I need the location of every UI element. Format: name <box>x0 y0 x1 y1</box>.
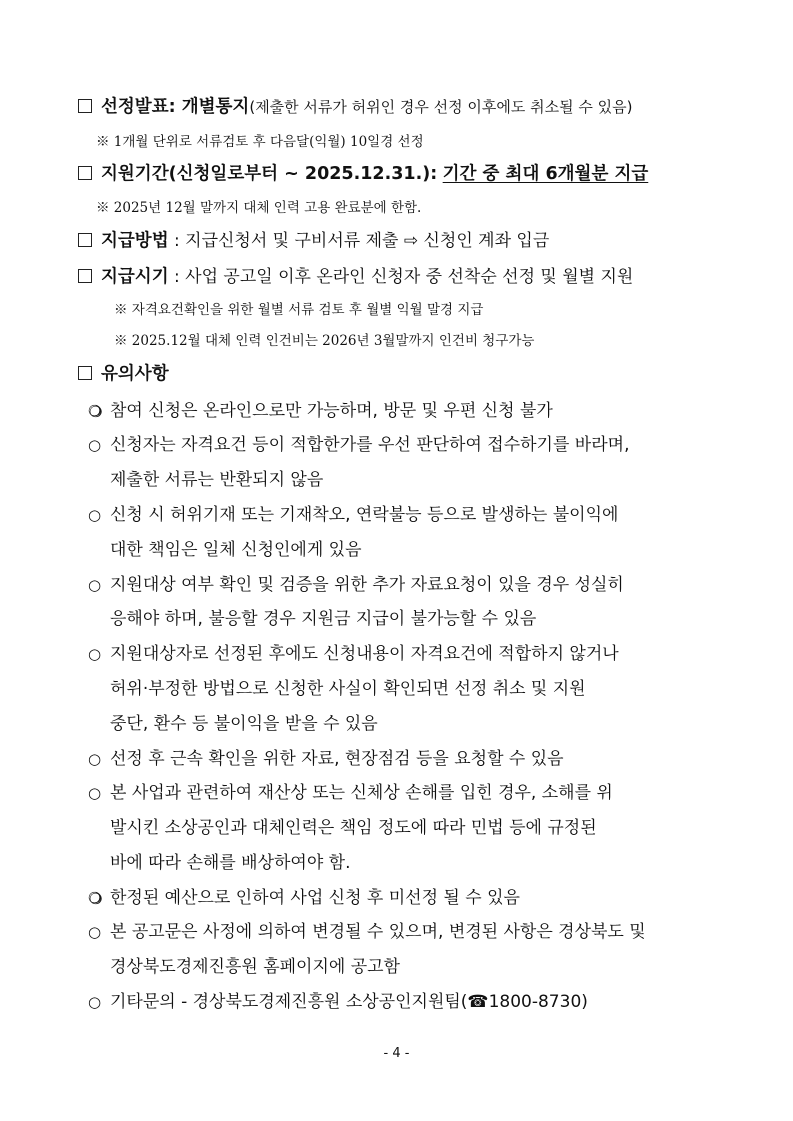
method-label: 지급방법 <box>101 231 169 251</box>
timing-note-1: ※ 자격요건확인을 위한 월별 서류 검토 후 월별 익월 말경 지급 <box>114 302 484 318</box>
caution-text-cont: 바에 따라 손해를 배상하여야 함. <box>110 853 351 873</box>
bullet-icon: ○ <box>88 576 102 594</box>
caution-text-cont: 제출한 서류는 반환되지 않음 <box>110 470 324 490</box>
caution-text: 본 사업과 관련하여 재산상 또는 신체상 손해를 입힌 경우, 소해를 위 <box>110 783 613 803</box>
caution-item <box>88 778 613 803</box>
caution-text-cont: 발시킨 소상공인과 대체인력은 책임 정도에 따라 민법 등에 규정된 <box>110 818 597 838</box>
caution-item <box>88 430 629 455</box>
section-method <box>78 226 549 252</box>
caution-text: 신청 시 허위기재 또는 기재착오, 연락불능 등으로 발생하는 불이익에 <box>110 505 619 525</box>
period-emphasis: 기간 중 최대 6개월분 지급 <box>442 164 649 184</box>
section-cautions <box>78 360 169 385</box>
caution-text-cont: 응해야 하며, 불응할 경우 지원금 지급이 불가능할 수 있음 <box>110 609 537 629</box>
checkbox-icon <box>78 366 92 380</box>
bullet-icon: ○ <box>88 993 102 1011</box>
caution-item <box>88 500 618 525</box>
checkbox-icon <box>78 166 92 180</box>
page-number: - 4 - <box>383 1046 410 1061</box>
caution-item <box>88 639 619 664</box>
caution-text: 본 공고문은 사정에 의하여 변경될 수 있으며, 변경된 사항은 경상북도 및 <box>110 922 646 942</box>
caution-text-cont: 경상북도경제진흥원 홈페이지에 공고함 <box>110 957 400 977</box>
bullet-icon: ○ <box>88 506 102 524</box>
bullet-icon: ○ <box>88 923 102 941</box>
caution-text: 신청자는 자격요건 등이 적합한가를 우선 판단하여 접수하기를 바라며, <box>110 435 630 455</box>
timing-text: : 사업 공고일 이후 온라인 신청자 중 선착순 선정 및 월별 지원 <box>168 267 634 287</box>
checkbox-icon <box>78 99 92 113</box>
caution-text: 지원대상자로 선정된 후에도 신청내용이 자격요건에 적합하지 않거나 <box>110 644 619 664</box>
checkbox-icon <box>78 233 92 247</box>
bullet-icon: ○ <box>88 784 102 802</box>
period-note: ※ 2025년 12월 말까지 대체 인력 고용 완료분에 한함. <box>96 200 422 216</box>
period-label: 지원기간(신청일로부터 ~ 2025.12.31.): <box>101 164 438 184</box>
caution-text: 지원대상 여부 확인 및 검증을 위한 추가 자료요청이 있을 경우 성실히 <box>110 575 624 595</box>
caution-text-cont: 허위·부정한 방법으로 신청한 사실이 확인되면 선정 취소 및 지원 <box>110 679 586 699</box>
checkbox-icon <box>78 269 92 283</box>
caution-item <box>88 883 520 908</box>
timing-label: 지급시기 <box>101 267 169 287</box>
caution-item <box>88 570 624 595</box>
selection-detail: (제출한 서류가 허위인 경우 선정 이후에도 취소될 수 있음) <box>249 98 633 116</box>
bullet-icon: ○ <box>88 750 102 768</box>
caution-text: 참여 신청은 온라인으로만 가능하며, 방문 및 우편 신청 불가 <box>110 401 553 421</box>
section-selection <box>78 93 632 118</box>
bullet-icon: ❍ <box>88 402 102 420</box>
timing-note-2: ※ 2025.12월 대체 인력 인건비는 2026년 3월말까지 인건비 청구가능 <box>114 333 535 349</box>
caution-item <box>88 744 564 769</box>
selection-label: 선정발표: 개별통지 <box>101 97 250 117</box>
caution-item <box>88 987 588 1012</box>
caution-item <box>88 396 553 421</box>
caution-item <box>88 917 646 942</box>
section-timing <box>78 262 633 288</box>
bullet-icon: ○ <box>88 645 102 663</box>
caution-text-cont: 대한 책임은 일체 신청인에게 있음 <box>110 540 362 560</box>
cautions-label: 유의사항 <box>101 364 169 384</box>
caution-text: 한정된 예산으로 인하여 사업 신청 후 미선정 될 수 있음 <box>110 888 520 908</box>
caution-text: 선정 후 근속 확인을 위한 자료, 현장점검 등을 요청할 수 있음 <box>110 749 564 769</box>
bullet-icon: ○ <box>88 436 102 454</box>
section-period <box>78 160 648 185</box>
caution-text-cont: 중단, 환수 등 불이익을 받을 수 있음 <box>110 714 378 734</box>
method-text: : 지급신청서 및 구비서류 제출 ⇨ 신청인 계좌 입금 <box>168 231 550 251</box>
bullet-icon: ❍ <box>88 889 102 907</box>
selection-note: ※ 1개월 단위로 서류검토 후 다음달(익월) 10일경 선정 <box>96 134 424 150</box>
caution-text: 기타문의 - 경상북도경제진흥원 소상공인지원팀(☎1800-8730) <box>110 992 588 1012</box>
